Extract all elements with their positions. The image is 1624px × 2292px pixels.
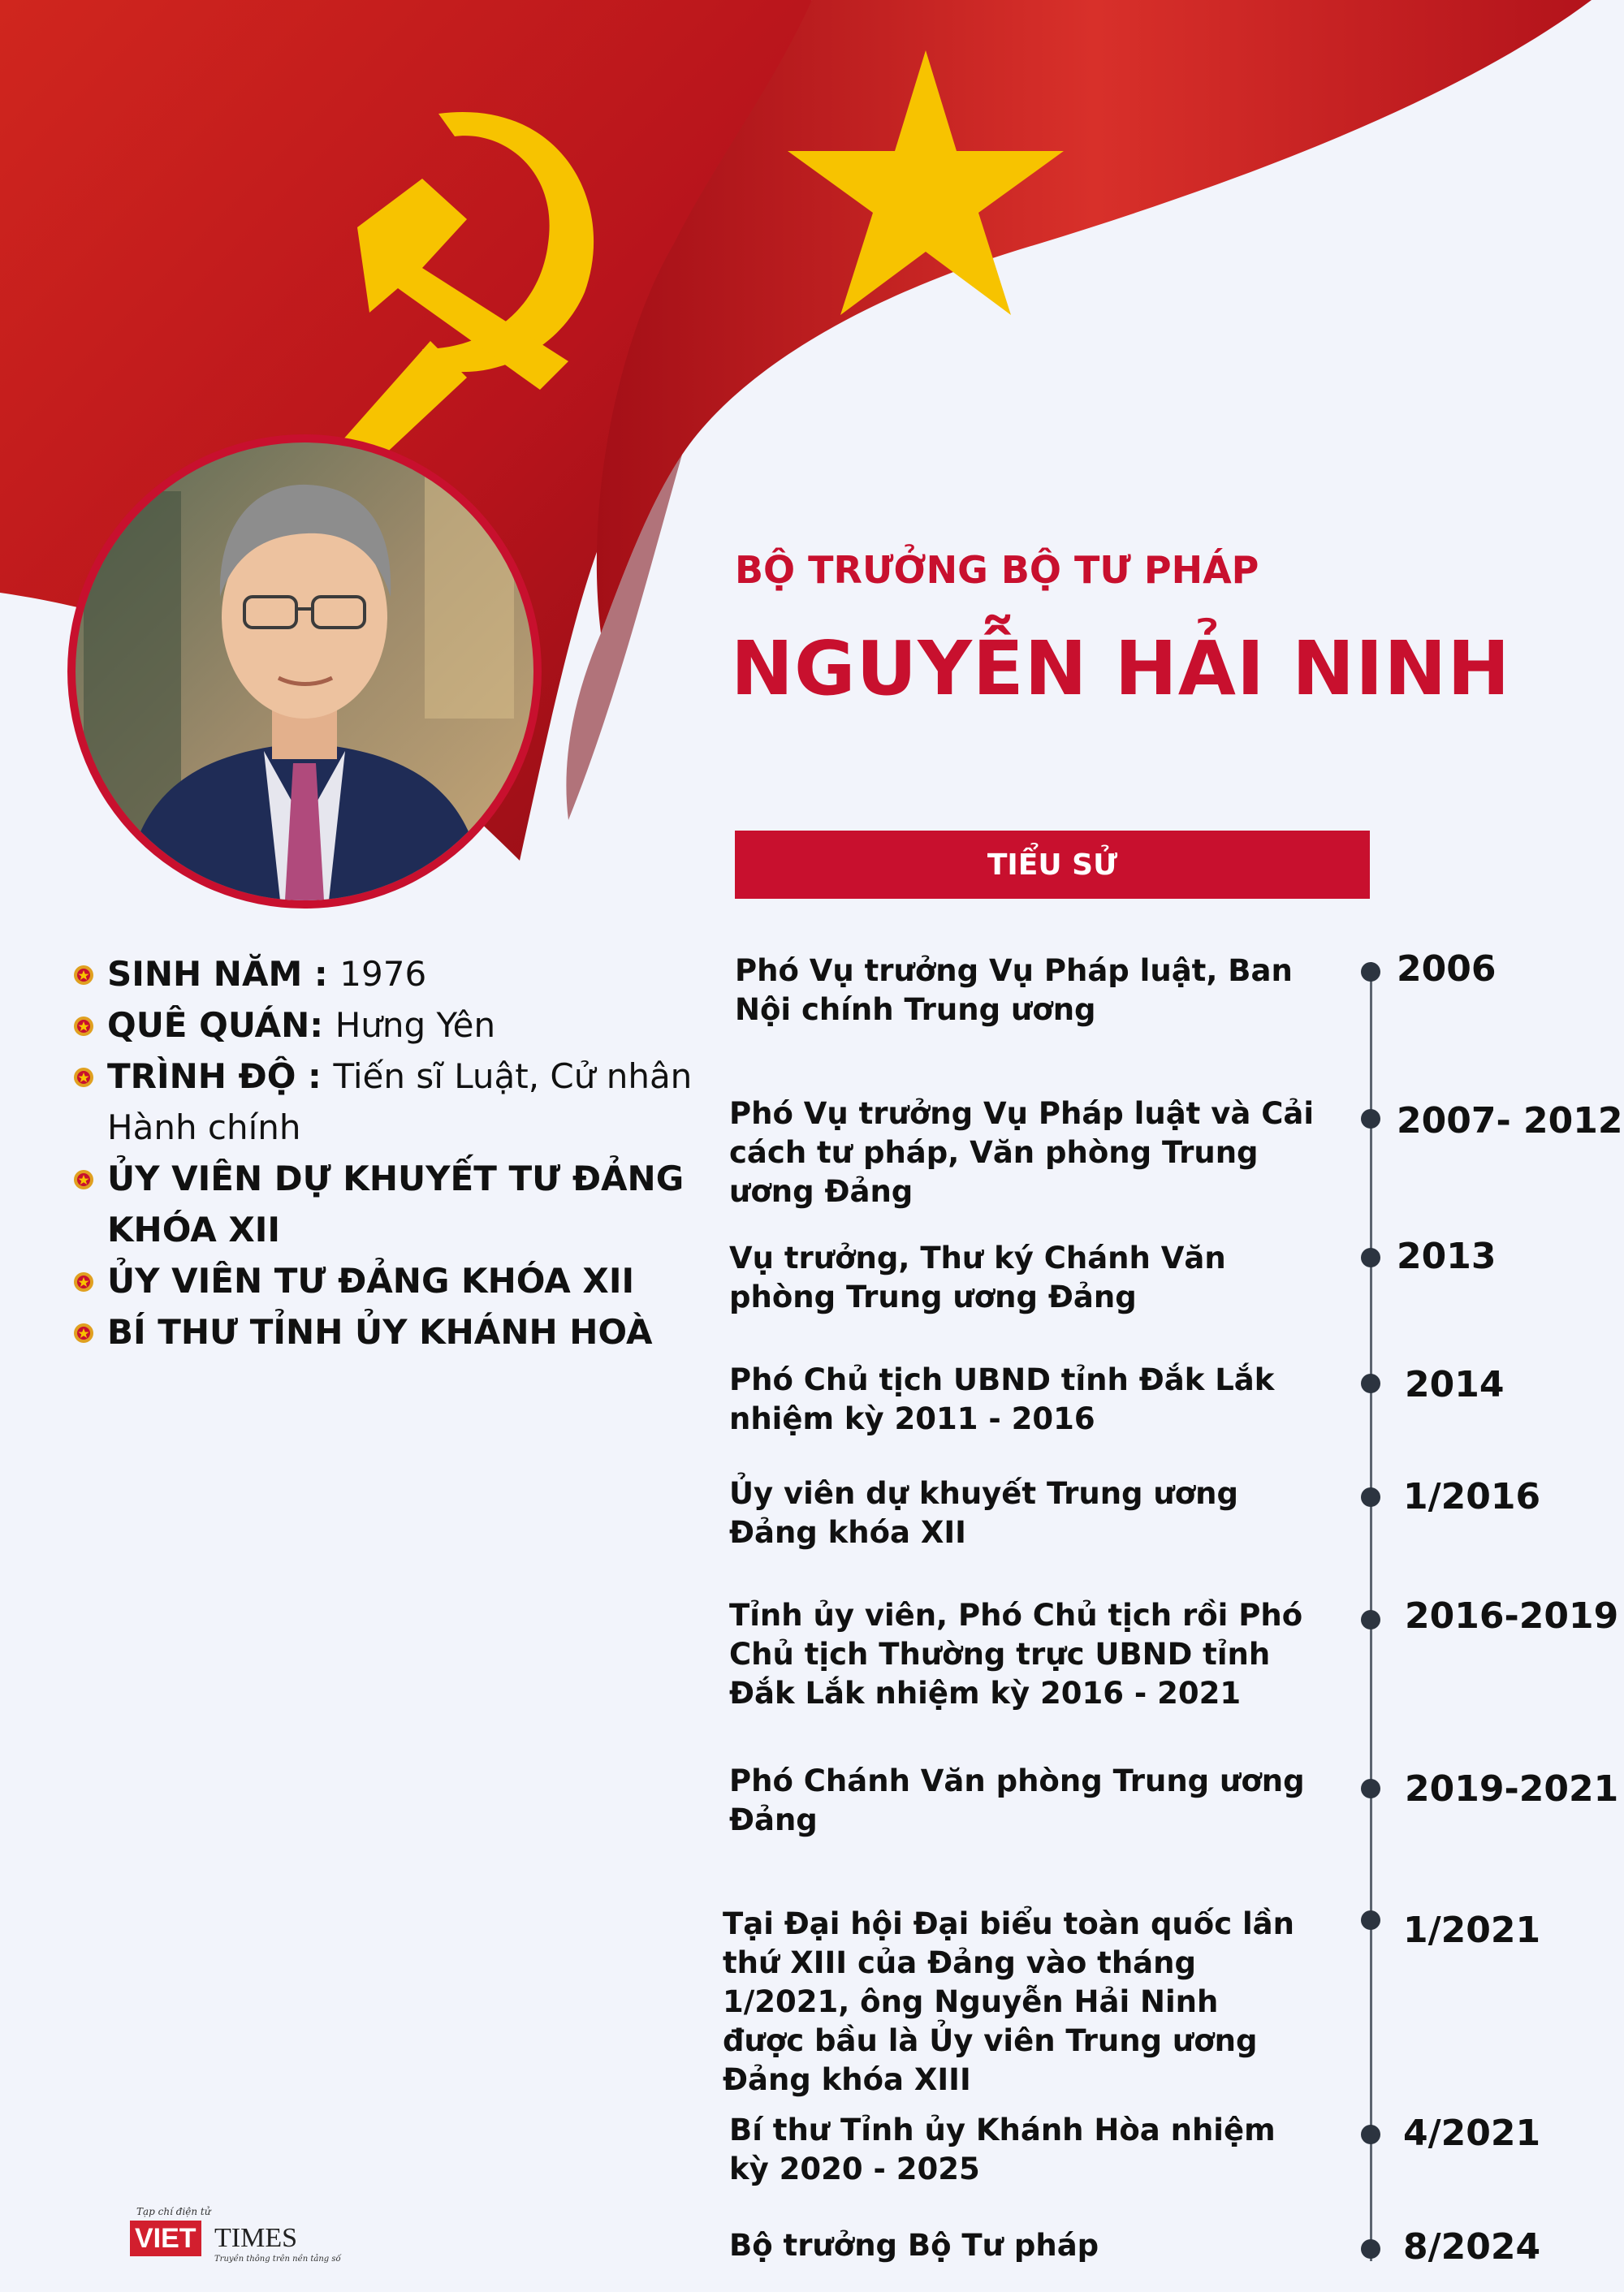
fact-hometown [73, 999, 706, 1051]
timeline-event-text: Phó Chánh Văn phòng Trung ương Đảng [729, 1763, 1305, 1837]
person-name-title: NGUYỄN HẢI NINH [731, 625, 1511, 712]
fact-key: BÍ THƯ TỈNH ỦY KHÁNH HOÀ [107, 1312, 653, 1352]
biography-banner: TIỂU SỬ [735, 831, 1370, 899]
timeline-dot [1361, 1487, 1380, 1507]
timeline-dot [1361, 962, 1380, 982]
fact-value: Tiến sĩ Luật, Cử nhân Hành chính [107, 1056, 693, 1147]
fact-key: ỦY VIÊN DỰ KHUYẾT TƯ ĐẢNG KHÓA XII [107, 1159, 685, 1250]
timeline-event-text: Tại Đại hội Đại biểu toàn quốc lần thứ XIII của Đảng vào tháng 1/2021, ông Nguyễn Hải Ninh được bầu là Ủy viên Trung ương Đảng khóa XIII [723, 1906, 1294, 2097]
fact-member [73, 1255, 706, 1306]
timeline-event-date: 2006 [1397, 948, 1497, 990]
party-emblem-bullet-icon [73, 965, 94, 986]
timeline-event-text: Vụ trưởng, Thư ký Chánh Văn phòng Trung ương Đảng [729, 1241, 1226, 1314]
logo-brand-red: VIET [130, 2221, 201, 2256]
timeline-dot [1361, 1910, 1380, 1930]
timeline-event-date: 1/2016 [1403, 1476, 1541, 1517]
timeline-event-date: 2019-2021 [1405, 1768, 1619, 1810]
logo-brand-dark: TIMES [214, 2223, 297, 2253]
fact-education [73, 1051, 706, 1153]
timeline-event-text: Tỉnh ủy viên, Phó Chủ tịch rồi Phó Chủ tịch Thường trực UBND tỉnh Đắk Lắk nhiệm kỳ 2016 - 2021 [729, 1598, 1303, 1711]
timeline-event-date: 2016-2019 [1405, 1595, 1619, 1637]
timeline-dot [1361, 1779, 1380, 1798]
timeline-event-date: 4/2021 [1403, 2113, 1541, 2154]
logo-tagline: Tạp chí điện tử [136, 2206, 211, 2217]
timeline-event-date: 1/2021 [1403, 1910, 1541, 1951]
party-emblem-bullet-icon [73, 1016, 94, 1037]
fact-value: Hưng Yên [335, 1005, 496, 1045]
timeline-dot [1361, 1248, 1380, 1267]
timeline-event-date: 2007- 2012 [1397, 1100, 1623, 1142]
timeline-dot [1361, 1109, 1380, 1129]
timeline-dot [1361, 1610, 1380, 1629]
fact-key: SINH NĂM : [107, 954, 340, 994]
timeline-event-text: Bí thư Tỉnh ủy Khánh Hòa nhiệm kỳ 2020 - 2025 [729, 2113, 1276, 2186]
viettimes-logo [130, 2206, 341, 2271]
timeline-event-date: 8/2024 [1403, 2226, 1541, 2268]
timeline-event-date: 2013 [1397, 1236, 1497, 1277]
timeline-dot [1361, 2125, 1380, 2144]
party-emblem-bullet-icon [73, 1067, 94, 1088]
timeline-dot [1361, 2239, 1380, 2259]
fact-alternate-member [73, 1153, 706, 1255]
party-emblem-bullet-icon [73, 1323, 94, 1344]
fact-birth-year [73, 948, 706, 999]
timeline-event-text: Phó Chủ tịch UBND tỉnh Đắk Lắk nhiệm kỳ 2011 - 2016 [729, 1362, 1275, 1436]
timeline-event-text: Phó Vụ trưởng Vụ Pháp luật, Ban Nội chính Trung ương [735, 953, 1293, 1027]
party-emblem-bullet-icon [73, 1271, 94, 1293]
fact-value: 1976 [339, 954, 427, 994]
fact-secretary [73, 1306, 706, 1358]
timeline-dot [1361, 1374, 1380, 1393]
logo-slogan: Truyền thông trên nền tảng số [214, 2255, 341, 2264]
timeline-event-text: Ủy viên dự khuyết Trung ương Đảng khóa XII [729, 1476, 1238, 1550]
fact-key: QUÊ QUÁN: [107, 1005, 335, 1045]
timeline-event-text: Phó Vụ trưởng Vụ Pháp luật và Cải cách tư pháp, Văn phòng Trung ương Đảng [729, 1096, 1315, 1209]
position-subtitle: BỘ TRƯỞNG BỘ TƯ PHÁP [735, 548, 1259, 592]
personal-facts-list [73, 948, 706, 1358]
party-emblem-bullet-icon [73, 1169, 94, 1190]
fact-key: TRÌNH ĐỘ : [107, 1056, 334, 1096]
portrait-photo [76, 442, 533, 900]
timeline-event-date: 2014 [1405, 1364, 1505, 1405]
fact-key: ỦY VIÊN TƯ ĐẢNG KHÓA XII [107, 1261, 635, 1301]
timeline-event-text: Bộ trưởng Bộ Tư pháp [729, 2228, 1099, 2263]
